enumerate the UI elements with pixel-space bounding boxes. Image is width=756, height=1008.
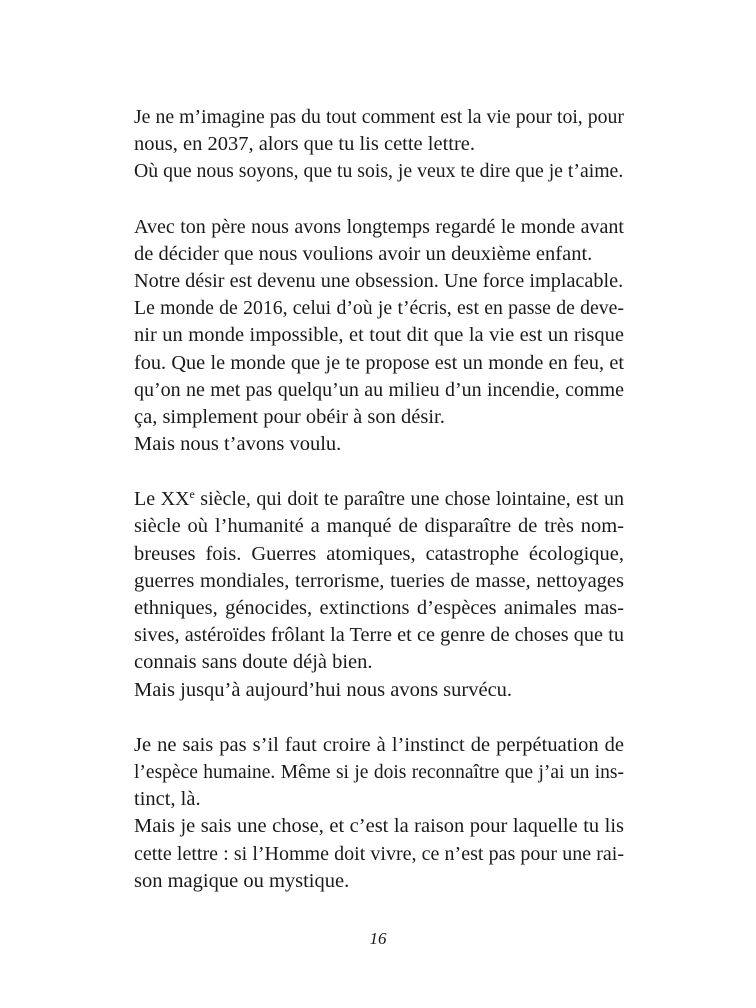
body-text <box>134 104 624 923</box>
paragraph-2 <box>134 214 624 459</box>
text-line: connais sans doute déjà bien. <box>134 651 373 674</box>
text-line: Mais je sais une chose, et c’est la raison pour laquelle tu lis <box>134 815 624 838</box>
text-line: Avec ton père nous avons longtemps regardé le monde avant <box>134 215 624 238</box>
text-line: Je ne sais pas s’il faut croire à l’instinct de perpétuation de <box>134 733 624 756</box>
text-segment: siècle, qui doit te paraître une chose lointaine, est un <box>194 488 625 511</box>
text-line: l’espèce humaine. Même si je dois reconnaître que j’ai un ins- <box>134 761 624 783</box>
text-segment: Le XX <box>134 488 190 511</box>
text-line: ça, simplement pour obéir à son désir. <box>134 405 445 428</box>
text-line: de décider que nous voulions avoir un deuxième enfant. <box>134 242 593 265</box>
page-number: 16 <box>369 929 387 948</box>
text-line: siècle où l’humanité a manqué de disparaître de très nom- <box>134 515 624 538</box>
text-line: Mais jusqu’à aujourd’hui nous avons survécu. <box>134 678 513 701</box>
text-line <box>134 486 624 513</box>
text-line: nir un monde impossible, et tout dit que la vie est un risque <box>134 324 624 347</box>
ordinal-superscript: e <box>189 487 195 502</box>
text-line: Le monde de 2016, celui d’où je t’écris, est en passe de deve- <box>134 297 624 320</box>
paragraph-1 <box>134 104 624 186</box>
paragraph-3 <box>134 486 624 704</box>
text-line: qu’on ne met pas quelqu’un au milieu d’un incendie, comme <box>134 378 624 401</box>
text-line: Mais nous t’avons voulu. <box>134 433 342 456</box>
text-line: cette lettre : si l’Homme doit vivre, ce n’est pas pour une rai- <box>134 842 624 865</box>
text-line: guerres mondiales, terrorisme, tueries de masse, nettoyages <box>134 569 624 592</box>
text-line: son magique ou mystique. <box>134 869 350 892</box>
text-line: Je ne m’imagine pas du tout comment est la vie pour toi, pour <box>134 106 624 128</box>
text-line: nous, en 2037, alors que tu lis cette lettre. <box>134 133 476 156</box>
text-line: tinct, là. <box>134 788 201 811</box>
text-line: Où que nous soyons, que tu sois, je veux te dire que je t’aime. <box>134 160 624 183</box>
text-line: sives, astéroïdes frôlant la Terre et ce genre de choses que tu <box>134 624 624 647</box>
text-line: ethniques, génocides, extinctions d’espèces animales mas- <box>134 597 624 619</box>
paragraph-4 <box>134 732 624 895</box>
text-line: Notre désir est devenu une obsession. Une force implacable. <box>134 269 624 292</box>
text-line: fou. Que le monde que je te propose est un monde en feu, et <box>134 351 624 374</box>
text-line: breuses fois. Guerres atomiques, catastrophe écologique, <box>134 542 624 565</box>
